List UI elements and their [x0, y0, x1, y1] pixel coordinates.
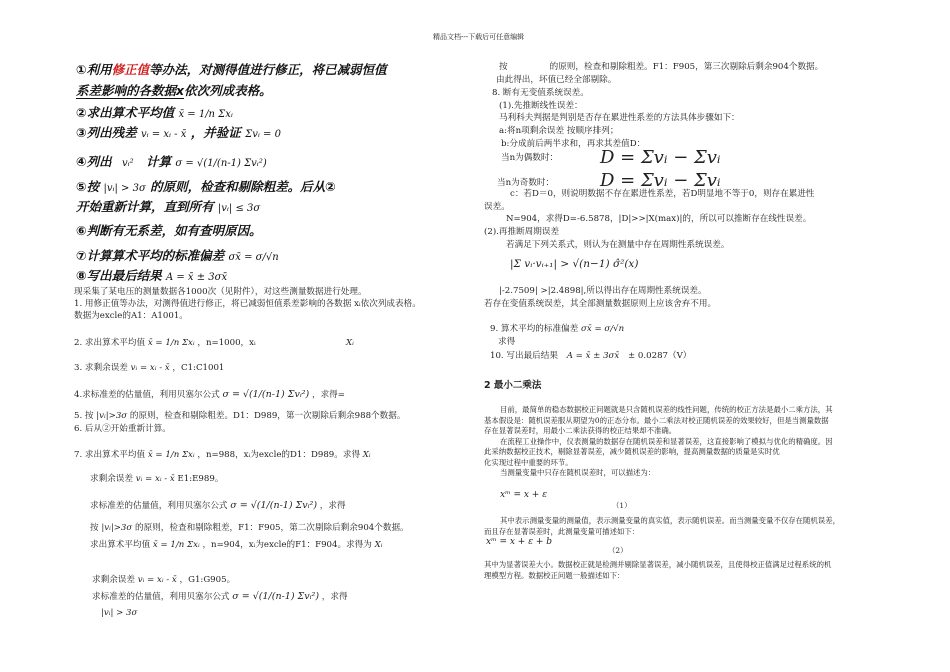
- para-8: 求剩余误差 vᵢ = xᵢ - x̄ E1:E989。: [90, 474, 224, 484]
- s2-line: 其中表示测量变量的测量值，表示测量变量的真实值，表示随机误差。而当测量变量不仅存在随机误差，: [500, 516, 840, 525]
- step-5-line-2: 开始重新计算，直到所有 |vᵢ| ≤ 3σ: [76, 199, 261, 214]
- r-even-label: 当n为偶数时：: [501, 153, 559, 163]
- para-6: 6. 后从②开始重新计算。: [74, 424, 171, 434]
- step-1-line-2: 系差影响的各数据x依次列成表格。: [76, 83, 272, 98]
- r-line-19: 10. 写出最后结果 A = x̄ ± 3σx̄ ± 0.0287（V）: [490, 351, 692, 361]
- r-line-1: 按 的原则，检查和剔除粗差。F1：F905，第三次剔除后剩余904个数据。: [499, 62, 824, 72]
- page-header: 精品文档---下载后可任意编辑: [433, 33, 525, 41]
- equation-1: xᵐ = x + ε: [500, 490, 548, 500]
- step-2: ②求出算术平均值 x̄ = 1/n Σxᵢ: [76, 105, 233, 120]
- step-1-line-1: ①利用修正值等办法，对测得值进行修正，将已减弱恒值: [76, 62, 387, 77]
- para-4: 4.求标准差的估量值，利用贝塞尔公式 σ = √(1/(n-1) Σvᵢ²) ，求得=: [74, 389, 345, 400]
- s2-line: 而且存在显著误差时，此测量变量可描述如下：: [484, 526, 640, 536]
- para-2: 2. 求出算术平均值 x̄ = 1/n Σxᵢ ，n=1000，xᵢ: [74, 338, 256, 348]
- step-8: ⑧写出最后结果 A = x̄ ± 3σx̄: [76, 268, 228, 283]
- para-11: 求出算术平均值 x̄ = 1/n Σxᵢ ，n=904，xᵢ为excle的F1：F904。求得为 Xᵢ: [90, 540, 383, 550]
- r-line-16: 若存在变值系统误差，其全部测量数据原则上应该舍弃不用。: [484, 299, 717, 309]
- r-odd-label: 当n为奇数时：: [497, 178, 555, 188]
- r-line-11: N=904，求得D=-6.5878，|D|>>|X(max)|的，所以可以推断存在线性误差。: [506, 214, 812, 224]
- para-10: 按 |vᵢ|>3σ 的原则，检查和剔除粗差，F1：F905，第二次剔除后剩余904个数据。: [90, 523, 409, 533]
- r-line-4: (1).先推断线性误差：: [499, 101, 583, 111]
- r-line-12: (2).再推断周期误差: [484, 227, 560, 237]
- step-4: ④列出 vᵢ² 计算 σ = √(1/(n-1) Σvᵢ²): [76, 154, 267, 169]
- para-1: 1. 用修正值等办法，对测得值进行修正，将已减弱恒值系差影响的各数据 xᵢ依次列成表格。: [74, 299, 421, 309]
- para-14-formula: |vᵢ| > 3σ: [101, 608, 138, 618]
- r-line-18: 求得: [498, 337, 516, 347]
- equation-1-number: （1）: [612, 501, 632, 510]
- r-line-3: 8. 断有无变值系统误差。: [492, 88, 589, 98]
- r-line-17: 9. 算术平均的标准偏差 σx̄ = σ/√n: [490, 324, 625, 334]
- intro-text: 现采集了某电压的测量数据各1000次（见附件），对这些测量数据进行处理。: [74, 287, 367, 297]
- para-5: 5. 按 |vᵢ|>3σ 的原则，检查和剔除粗差。D1：D989，第一次剔除后剩余988个数据。: [74, 411, 406, 421]
- para-7: 7. 求出算术平均值 x̄ = 1/n Σxᵢ ，n=988，xᵢ为excle的D1：D989。求得 Xᵢ: [74, 450, 371, 460]
- s2-line: 此采纳数据校正技术，剔除显著误差，减少随机误差的影响，提高测量数据的质量是实时优: [484, 447, 780, 456]
- equation-2: xᵐ = x + ε + b: [486, 537, 553, 547]
- step-6: ⑥判断有无系差，如有查明原因。: [76, 223, 262, 238]
- s2-line: 存在显著误差时，用最小二乘法获得的校正结果却不准确。: [484, 426, 677, 435]
- r-line-2: 由此得出，坏值已经全部剔除。: [496, 75, 617, 85]
- para-9: 求标准差的估量值，利用贝塞尔公式 σ = √(1/(n-1) Σvᵢ²) ，求得: [90, 500, 346, 511]
- para-12: 求剩余误差 vᵢ = xᵢ - x̄ ，G1:G905。: [92, 575, 236, 585]
- step-7: ⑦计算算术平均的标准偏差 σx̄ = σ/√n: [76, 248, 279, 263]
- para-1b: 数据为excle的A1：A1001。: [74, 311, 188, 321]
- section-2-body-2: [484, 516, 840, 537]
- r-line-15: |-2.7509| >|2.4898|,所以得出存在周期性系统误差。: [499, 286, 707, 296]
- s2-line: 理模型方程。数据校正问题一般描述如下：: [484, 570, 625, 580]
- s2-line: 当测量变量中只存在随机误差时，可以描述为：: [500, 468, 656, 477]
- section-2-heading: 2 最小二乘法: [484, 380, 542, 391]
- s2-line: 其中为显著误差大小。数据校正就是检测并剔除显著误差，减小随机误差，且使得校正值满足过程系统的机: [484, 560, 832, 569]
- section-2-body-3: [484, 560, 831, 581]
- r-line-10: c：若D＝0，则说明数据不存在累进性系差，若D明显地不等于0，则存在累进性: [510, 189, 815, 199]
- r-periodic-formula: |Σ vᵢ·vᵢ₊₁| > √(n−1) σ̂²(x): [510, 258, 639, 270]
- para-3: 3. 求剩余误差 vᵢ = xᵢ - x̄ ，C1:C1001: [74, 363, 225, 373]
- step-3: ③列出残差 vᵢ = xᵢ - x̄ ，并验证 Σvᵢ = 0: [76, 125, 281, 140]
- s2-line: 基本假设是：随机误差服从期望为0的正态分布。最小二乘法对校正随机误差的效果较好，但是当测量数据: [484, 415, 829, 425]
- r-line-5: 马利科夫判据是判别是否存在累进性系差的方法具体步骤如下：: [499, 113, 740, 123]
- r-line-6: a:将n项剩余误差 按顺序排列；: [499, 126, 619, 136]
- xi-symbol-1: Xᵢ: [346, 338, 354, 348]
- s2-line: 目前，最简单的稳态数据校正问题就是只含随机误差的线性问题，传统的校正方法是最小二乘方法，其: [500, 405, 833, 414]
- section-2-body: [484, 405, 833, 479]
- r-line-13: 若满足下列关系式，则认为在测量中存在周期性系统误差。: [506, 240, 730, 250]
- r-even-formula: D = Σvᵢ − Σvᵢ: [600, 147, 721, 168]
- step-5: ⑤按 |vᵢ| > 3σ 的原则，检查和剔除粗差。后从②: [76, 179, 336, 194]
- para-13: 求标准差的估量值，利用贝塞尔公式 σ = √(1/(n-1) Σvᵢ²) ，求得: [92, 591, 348, 602]
- r-line-7: b:分成前后两半求和，再求其差值D：: [501, 139, 646, 149]
- s2-line: 在流程工业操作中，仪表测量的数据存在随机误差和显著误差，这直接影响了模拟与优化的精确度。因: [500, 436, 833, 446]
- r-line-10b: 误差。: [484, 202, 510, 212]
- r-odd-formula: D = Σvᵢ − Σvᵢ: [600, 170, 721, 191]
- equation-2-number: （2）: [608, 546, 628, 555]
- s2-line: 化实现过程中重要的环节。: [484, 457, 573, 467]
